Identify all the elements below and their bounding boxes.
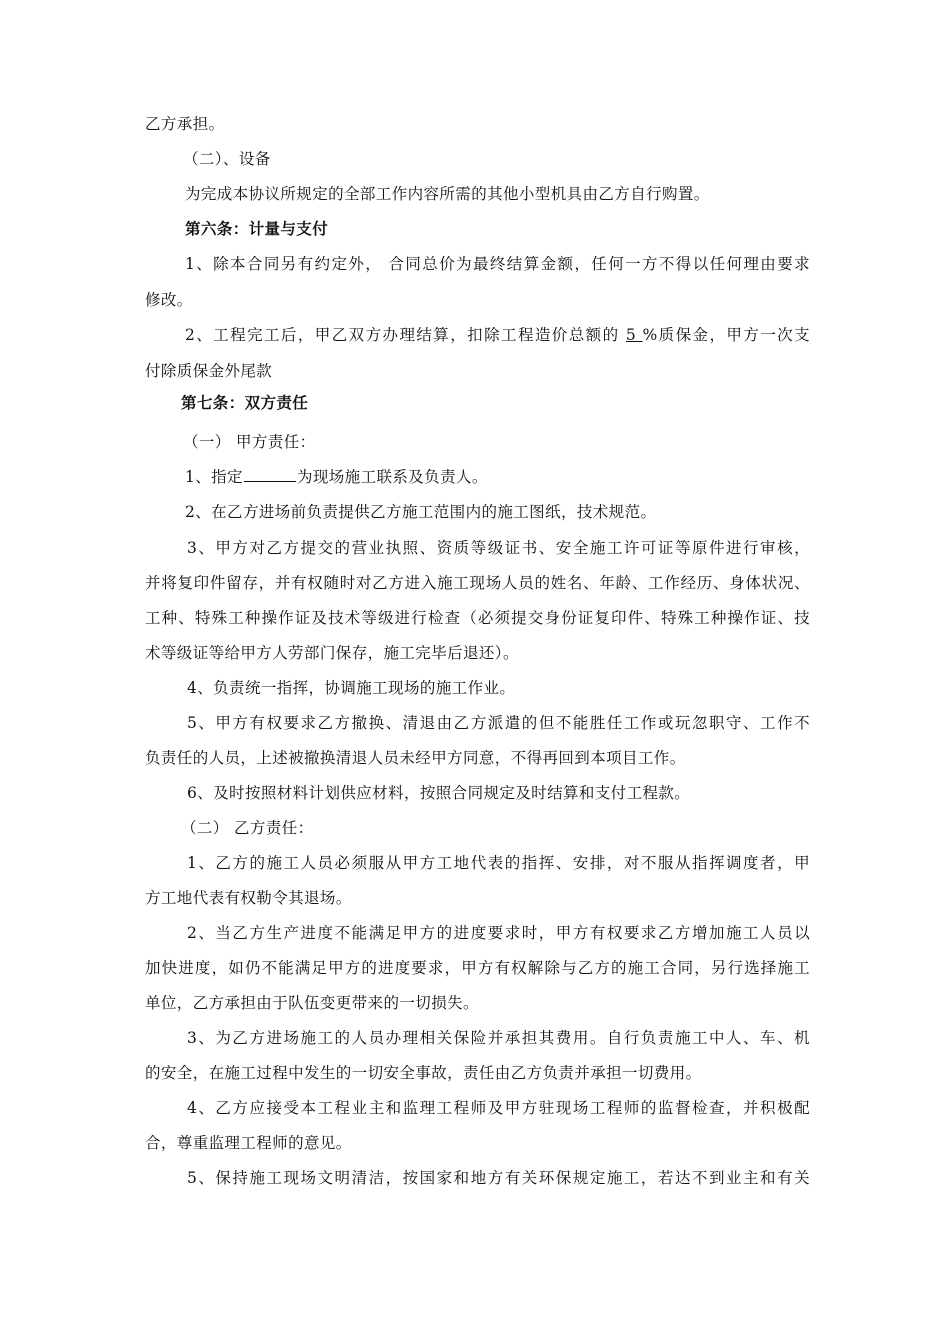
- text-segment: 2、工程完工后，甲乙双方办理结算，扣除工程造价总额的: [185, 326, 626, 344]
- text-line: 的安全，在施工过程中发生的一切安全事故，责任由乙方负责并承担一切费用。: [145, 1064, 702, 1082]
- text-line: 付除质保金外尾款: [145, 362, 273, 380]
- text-line: 修改。: [145, 291, 193, 309]
- text-line: 合，尊重监理工程师的意见。: [145, 1134, 352, 1152]
- text-segment: 1、指定: [185, 468, 243, 486]
- fill-in-blank: [244, 467, 296, 482]
- text-line: 工种、特殊工种操作证及技术等级进行检查（必须提交身份证复印件、特殊工种操作证、技: [145, 609, 810, 627]
- text-line: 6、及时按照材料计划供应材料，按照合同规定及时结算和支付工程款。: [187, 784, 691, 802]
- text-line: 3、甲方对乙方提交的营业执照、资质等级证书、安全施工许可证等原件进行审核，: [187, 539, 810, 557]
- text-line: 5、保持施工现场文明清洁，按国家和地方有关环保规定施工，若达不到业主和有关: [187, 1169, 810, 1187]
- text-line: 并将复印件留存，并有权随时对乙方进入施工现场人员的姓名、年龄、工作经历、身体状况、: [145, 574, 810, 592]
- article-6-heading: 第六条：计量与支付: [185, 219, 329, 238]
- article-7-heading: 第七条：双方责任: [181, 393, 309, 412]
- text-line: 加快进度，如仍不能满足甲方的进度要求，甲方有权解除与乙方的施工合同，另行选择施工: [145, 959, 810, 977]
- text-line: 单位，乙方承担由于队伍变更带来的一切损失。: [145, 994, 479, 1012]
- text-line: 2、当乙方生产进度不能满足甲方的进度要求时，甲方有权要求乙方增加施工人员以: [187, 924, 810, 942]
- text-line: 为完成本协议所规定的全部工作内容所需的其他小型机具由乙方自行购置。: [185, 185, 710, 203]
- text-line: [185, 325, 810, 345]
- text-segment: 为现场施工联系及负责人。: [296, 468, 488, 486]
- text-line: 2、在乙方进场前负责提供乙方施工范围内的施工图纸，技术规范。: [185, 503, 657, 521]
- text-line: [185, 467, 785, 487]
- section-heading: （二）、设备: [183, 150, 271, 168]
- retention-percent: 5: [625, 326, 643, 344]
- text-line: 1、除本合同另有约定外， 合同总价为最终结算金额，任何一方不得以任何理由要求: [185, 255, 810, 273]
- text-line: 1、乙方的施工人员必须服从甲方工地代表的指挥、安排，对不服从指挥调度者，甲: [187, 854, 810, 872]
- section-heading: （一） 甲方责任：: [183, 433, 316, 451]
- text-line: 术等级证等给甲方人劳部门保存，施工完毕后退还）。: [145, 644, 519, 662]
- text-segment: %质保金，甲方一次支: [642, 326, 811, 344]
- text-line: 方工地代表有权勒令其退场。: [145, 889, 352, 907]
- text-line: 4、负责统一指挥，协调施工现场的施工作业。: [187, 679, 516, 697]
- section-heading: （二） 乙方责任：: [181, 819, 314, 837]
- text-line: 乙方承担。: [145, 115, 225, 133]
- text-line: 3、为乙方进场施工的人员办理相关保险并承担其费用。自行负责施工中人、车、机: [187, 1029, 810, 1047]
- text-line: 5、甲方有权要求乙方撤换、清退由乙方派遣的但不能胜任工作或玩忽职守、工作不: [187, 714, 810, 732]
- text-line: 4、乙方应接受本工程业主和监理工程师及甲方驻现场工程师的监督检查，并积极配: [187, 1099, 810, 1117]
- text-line: 负责任的人员，上述被撤换清退人员未经甲方同意，不得再回到本项目工作。: [145, 749, 686, 767]
